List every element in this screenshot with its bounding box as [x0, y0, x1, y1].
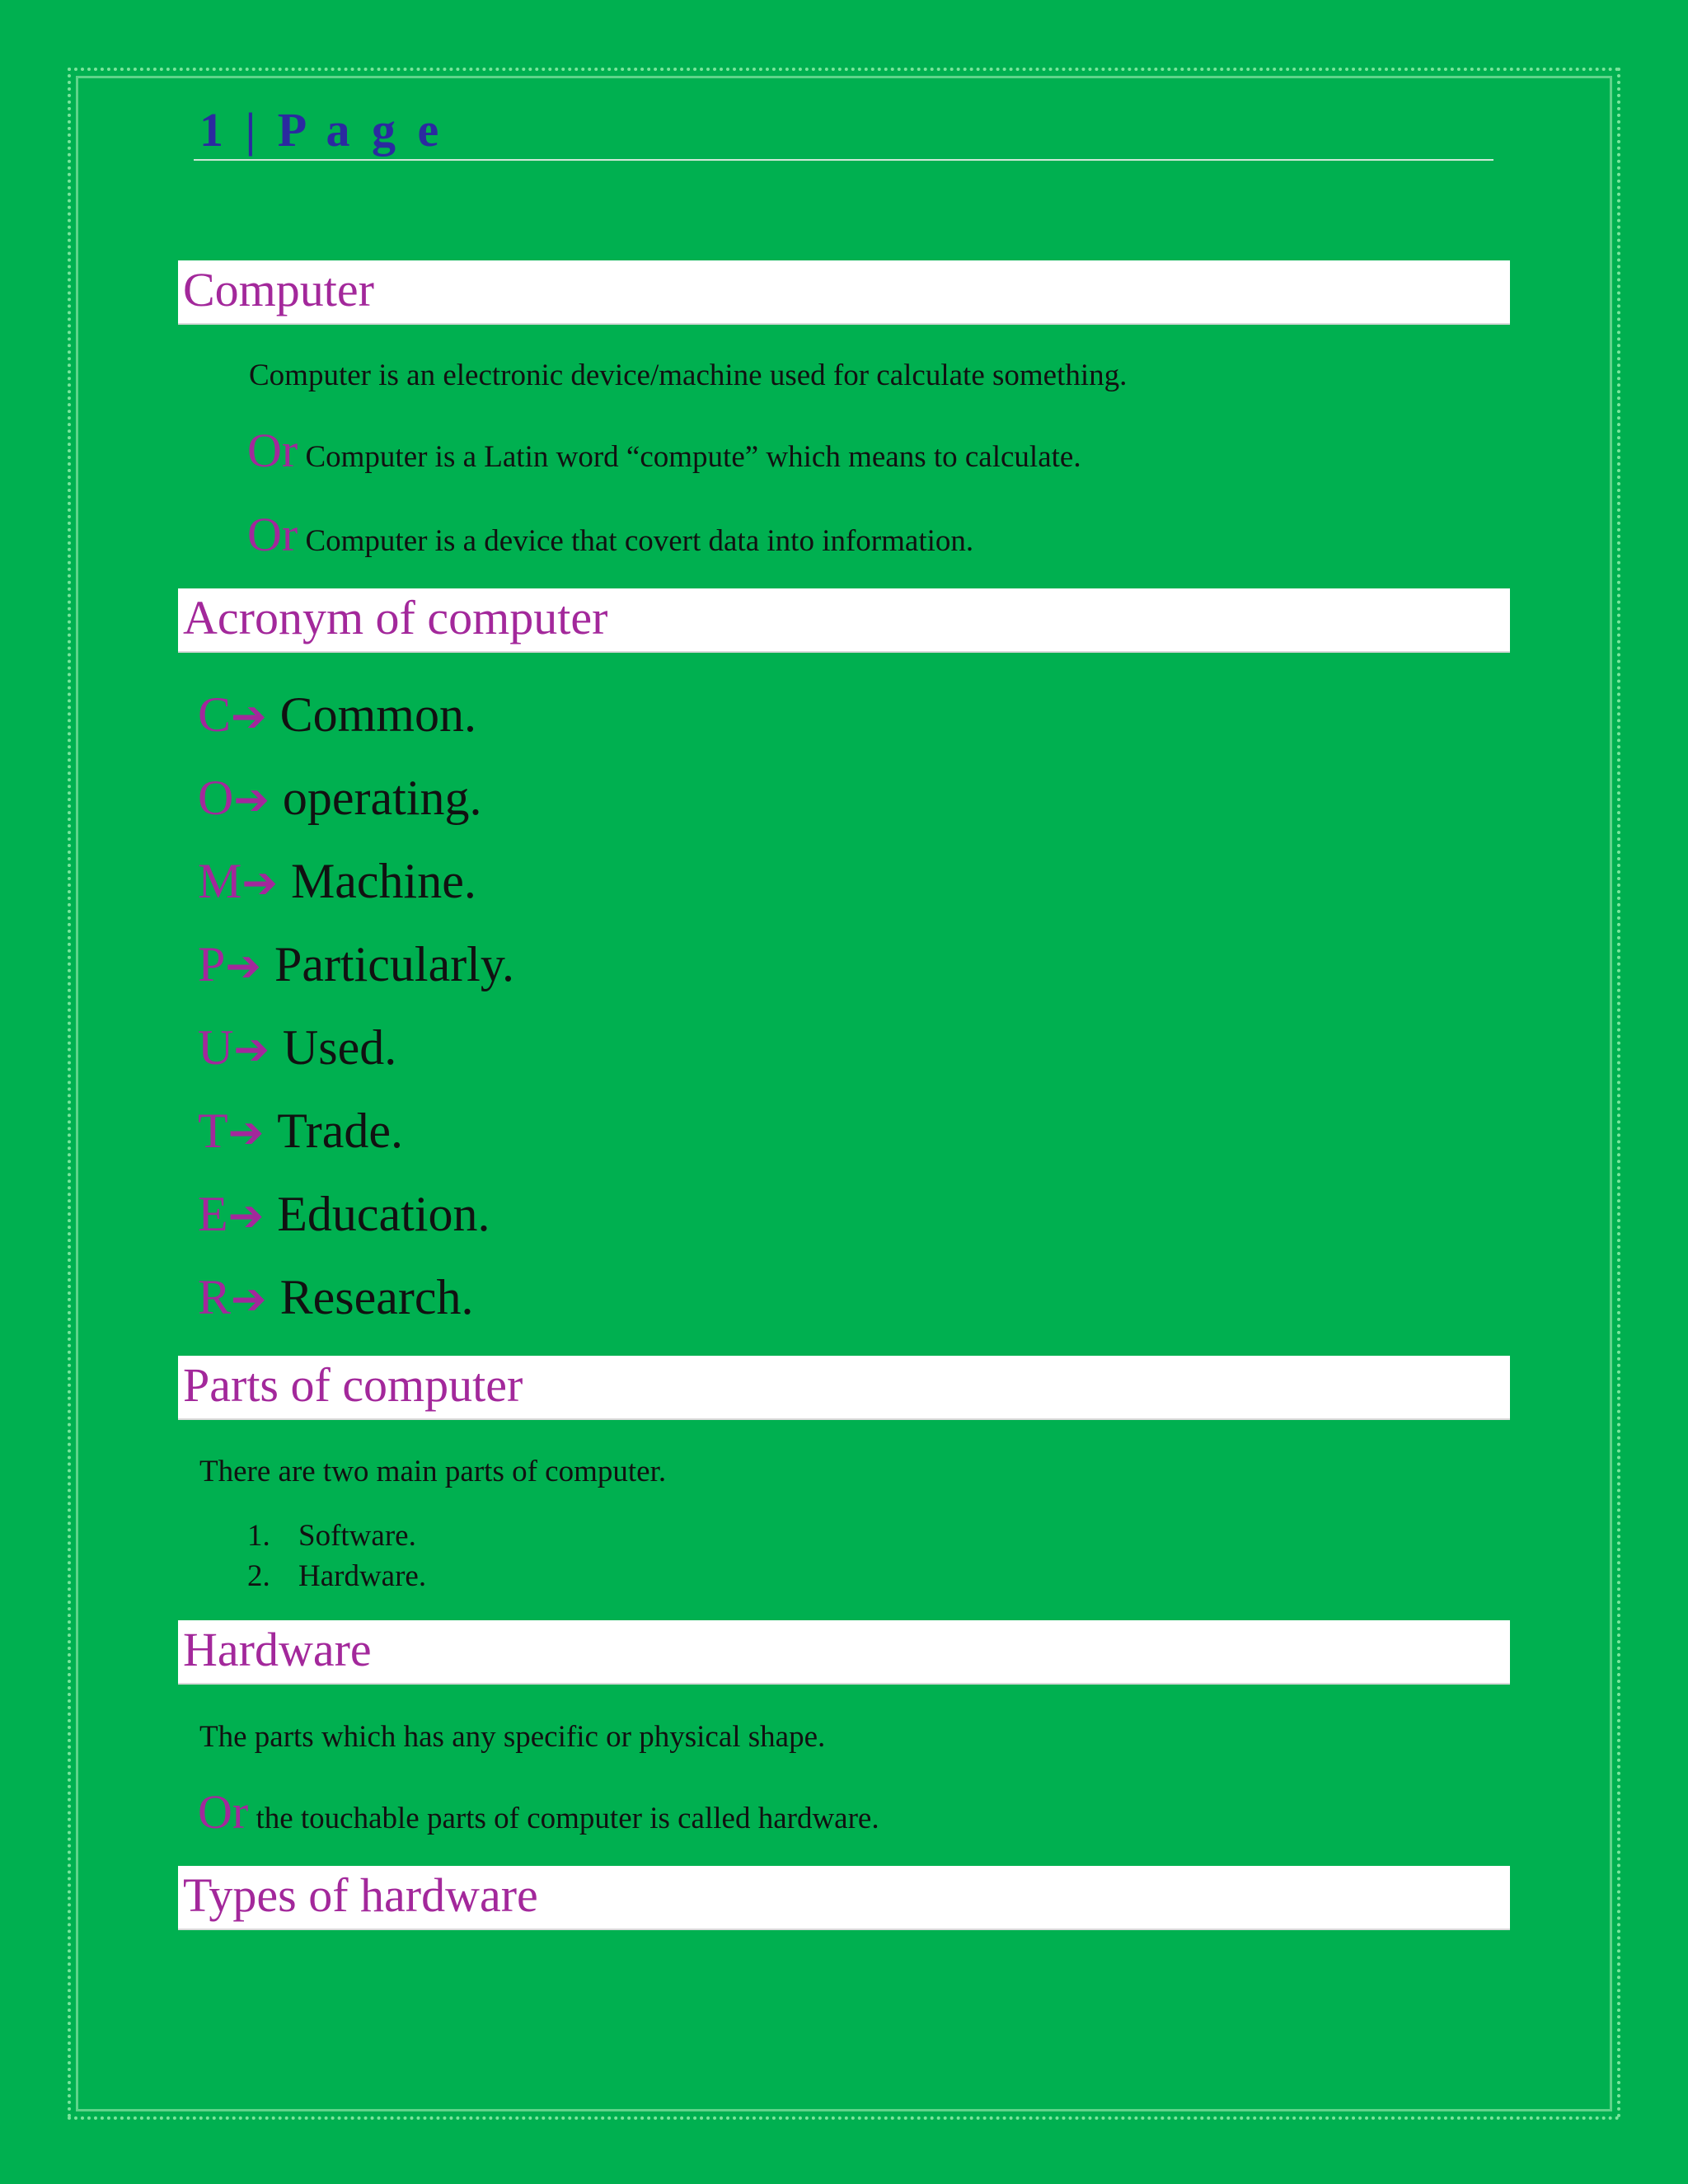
- list-item: [247, 1558, 426, 1595]
- acronym-word: Education.: [277, 1187, 490, 1241]
- acronym-word: operating.: [282, 771, 482, 825]
- acronym-letter: P: [198, 937, 226, 991]
- arrow-right-icon: ➔: [231, 692, 267, 742]
- definition-text: the touchable parts of computer is called hardware.: [256, 1802, 879, 1835]
- list-text: Software.: [298, 1519, 416, 1553]
- arrow-right-icon: ➔: [225, 942, 261, 991]
- section-title: Hardware: [183, 1623, 372, 1676]
- or-label: Or: [198, 1785, 249, 1839]
- section-title: Computer: [183, 263, 374, 316]
- section-title: Parts of computer: [183, 1358, 523, 1412]
- page-header: 1 | P a g e: [199, 103, 444, 157]
- acronym-word: Used.: [282, 1020, 397, 1075]
- acronym-item: [198, 854, 476, 908]
- acronym-word: Research.: [279, 1270, 474, 1324]
- acronym-letter: T: [198, 1104, 228, 1158]
- definition-text: Computer is a device that covert data into information.: [305, 524, 974, 558]
- list-number: 2.: [247, 1559, 270, 1593]
- list-text: Hardware.: [298, 1559, 427, 1593]
- acronym-item: [198, 1104, 403, 1158]
- acronym-letter: C: [198, 687, 232, 742]
- acronym-item: [198, 937, 514, 991]
- computer-definition-3: [247, 506, 973, 564]
- acronym-item: [198, 1270, 473, 1324]
- acronym-letter: E: [198, 1187, 228, 1241]
- list-number: 1.: [247, 1519, 270, 1553]
- arrow-right-icon: ➔: [233, 1025, 270, 1075]
- section-title: Acronym of computer: [183, 591, 608, 644]
- acronym-letter: U: [198, 1020, 234, 1075]
- arrow-right-icon: ➔: [241, 859, 278, 908]
- acronym-letter: M: [198, 854, 242, 908]
- acronym-item: [198, 1187, 490, 1241]
- arrow-right-icon: ➔: [227, 1192, 265, 1241]
- or-label: Or: [247, 424, 298, 477]
- list-item: [247, 1518, 416, 1554]
- section-computer: [178, 260, 1510, 325]
- acronym-word: Common.: [279, 687, 476, 742]
- acronym-word: Trade.: [277, 1104, 404, 1158]
- arrow-right-icon: ➔: [231, 1275, 267, 1324]
- computer-definition-1: Computer is an electronic device/machine used for calculate something.: [249, 359, 1128, 392]
- acronym-letter: O: [198, 771, 234, 825]
- header-rule: [194, 159, 1493, 161]
- arrow-right-icon: ➔: [233, 776, 270, 825]
- hardware-definition-2: [198, 1783, 879, 1841]
- acronym-item: [198, 1020, 396, 1075]
- section-parts: [178, 1356, 1510, 1420]
- acronym-item: [198, 687, 476, 742]
- definition-text: Computer is a Latin word “compute” which means to calculate.: [305, 440, 1081, 474]
- computer-definition-2: [247, 422, 1081, 480]
- section-types-of-hardware: [178, 1866, 1510, 1930]
- acronym-item: [198, 771, 482, 825]
- acronym-letter: R: [198, 1270, 232, 1324]
- arrow-right-icon: ➔: [227, 1108, 265, 1158]
- or-label: Or: [247, 508, 298, 561]
- acronym-word: Particularly.: [274, 937, 514, 991]
- section-title: Types of hardware: [183, 1868, 538, 1922]
- parts-intro: There are two main parts of computer.: [199, 1455, 667, 1488]
- hardware-definition-1: The parts which has any specific or physical shape.: [199, 1720, 826, 1754]
- section-acronym: [178, 588, 1510, 653]
- acronym-word: Machine.: [290, 854, 476, 908]
- section-hardware: [178, 1620, 1510, 1685]
